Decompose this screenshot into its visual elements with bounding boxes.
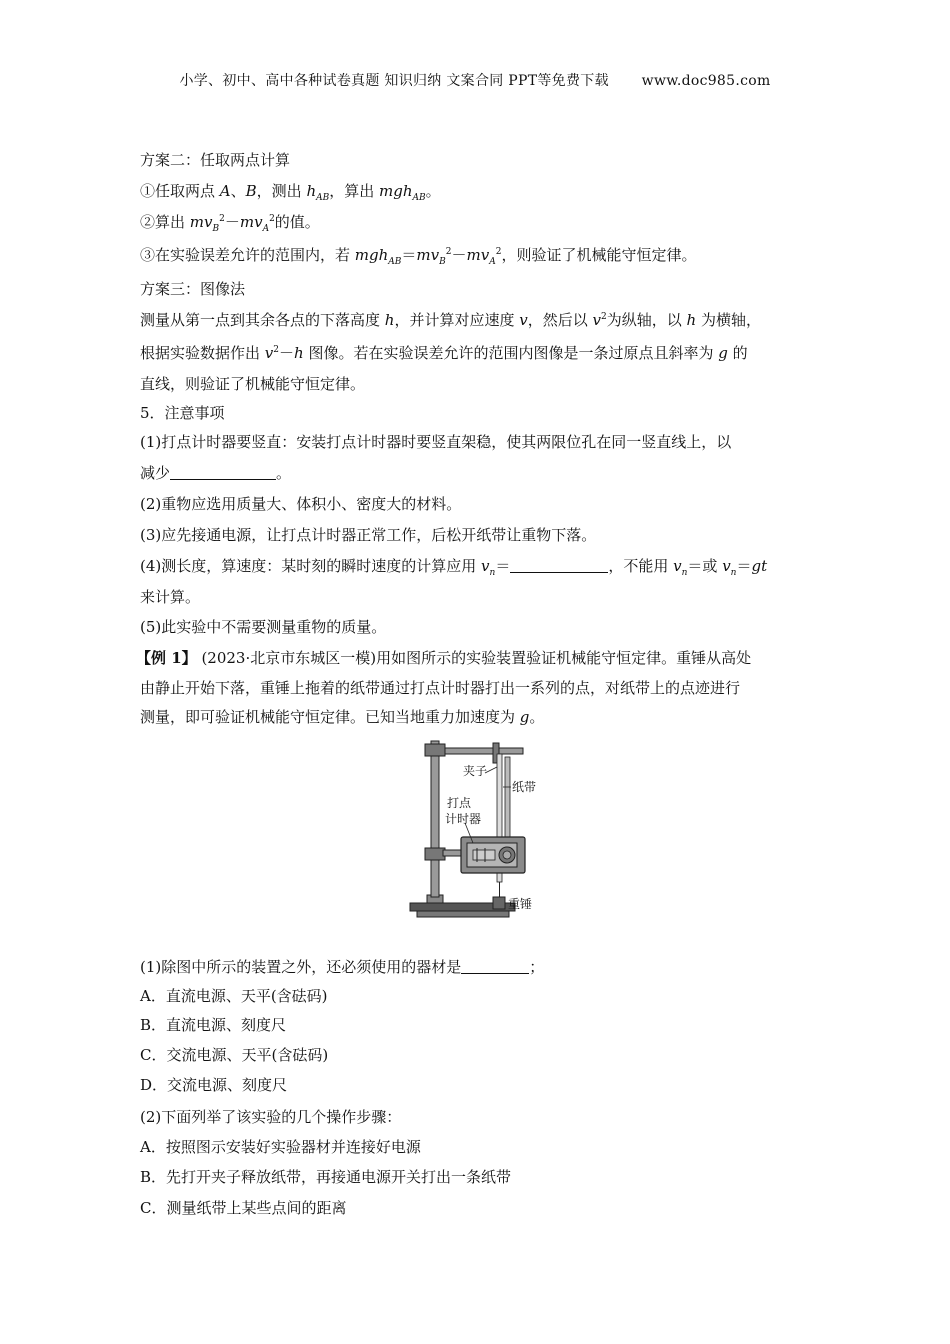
example-line2: 由静止开始下落，重锤上拖着的纸带通过打点计时器打出一系列的点，对纸带上的点迹进行 xyxy=(140,679,741,697)
answer-blank[interactable] xyxy=(170,465,276,480)
notes-title: 5．注意事项 xyxy=(140,404,225,422)
note-4-cont: 来计算。 xyxy=(140,588,201,606)
example-line3: 测量，即可验证机械能守恒定律。已知当地重力加速度为 g。 xyxy=(140,708,545,726)
q2-step-b: B．先打开夹子释放纸带，再接通电源开关打出一条纸带 xyxy=(140,1168,512,1186)
q2-stem: (2)下面列举了该实验的几个操作步骤： xyxy=(140,1108,402,1126)
plan2-step1: ①任取两点 A、B，测出 $h_{AB}$，算出 mgh$_{AB}$。 xyxy=(140,182,441,203)
answer-blank[interactable] xyxy=(510,558,608,573)
note-3: (3)应先接通电源，让打点计时器正常工作，后松开纸带让重物下落。 xyxy=(140,526,597,544)
header-text: 小学、初中、高中各种试卷真题 知识归纳 文案合同 PPT等免费下载 xyxy=(179,73,609,89)
q1-option-c: C．交流电源、天平(含砝码) xyxy=(140,1046,329,1064)
q1-option-a: A．直流电源、天平(含砝码) xyxy=(140,987,328,1005)
q2-step-a: A．按照图示安装好实验器材并连接好电源 xyxy=(140,1138,421,1156)
plan3-line1: 测量从第一点到其余各点的下落高度 h，并计算对应速度 v，然后以 $v^2$为纵轴，以 h 为横轴， xyxy=(140,311,761,329)
q1-option-d: D．交流电源、刻度尺 xyxy=(140,1076,288,1094)
example-tag: 【例 1】 xyxy=(136,649,197,667)
q2-step-c: C．测量纸带上某些点间的距离 xyxy=(140,1199,347,1217)
label-timer-2: 计时器 xyxy=(445,812,482,826)
note-2: (2)重物应选用质量大、体积小、密度大的材料。 xyxy=(140,495,462,513)
plan2-step3: ③在实验误差允许的范围内，若 $mgh_{AB}=mv_B^2-mv_A^2$，则验证了机械能守恒定律。 xyxy=(140,246,697,267)
label-clip: 夹子 xyxy=(463,764,488,778)
apparatus-figure xyxy=(405,735,555,920)
example-line1: 【例 1】 (2023·北京市东城区一模)用如图所示的实验装置验证机械能守恒定律。重锤从高处 xyxy=(136,649,752,667)
header-url[interactable]: www.doc985.com xyxy=(641,73,771,89)
answer-blank[interactable] xyxy=(461,959,529,974)
plan3-title: 方案三：图像法 xyxy=(140,280,246,298)
label-weight: 重锤 xyxy=(508,897,533,911)
q1-option-b: B．直流电源、刻度尺 xyxy=(140,1016,287,1034)
note-4: (4)测长度，算速度：某时刻的瞬时速度的计算应用 $v_n=$ ，不能用 $v_n=$或 $v_n=gt$ xyxy=(140,557,768,578)
label-timer-1: 打点 xyxy=(447,796,472,810)
page-header xyxy=(0,70,950,90)
plan2-title: 方案二：任取两点计算 xyxy=(140,151,291,169)
note-1b: 减少 。 xyxy=(140,464,292,482)
note-1a: (1)打点计时器要竖直：安装打点计时器时要竖直架稳，使其两限位孔在同一竖直线上，以 xyxy=(140,433,732,451)
note-5: (5)此实验中不需要测量重物的质量。 xyxy=(140,618,387,636)
label-tape: 纸带 xyxy=(512,780,537,794)
plan3-line2: 根据实验数据作出 $v^2-h$ 图像。若在实验误差允许的范围内图像是一条过原点且斜率为 g 的 xyxy=(140,344,748,362)
plan2-step2: ②算出 $mv_B^2-mv_A^2$的值。 xyxy=(140,213,320,234)
q1-stem: (1)除图中所示的装置之外，还必须使用的器材是 ； xyxy=(140,958,545,976)
plan3-line3: 直线，则验证了机械能守恒定律。 xyxy=(140,375,366,393)
